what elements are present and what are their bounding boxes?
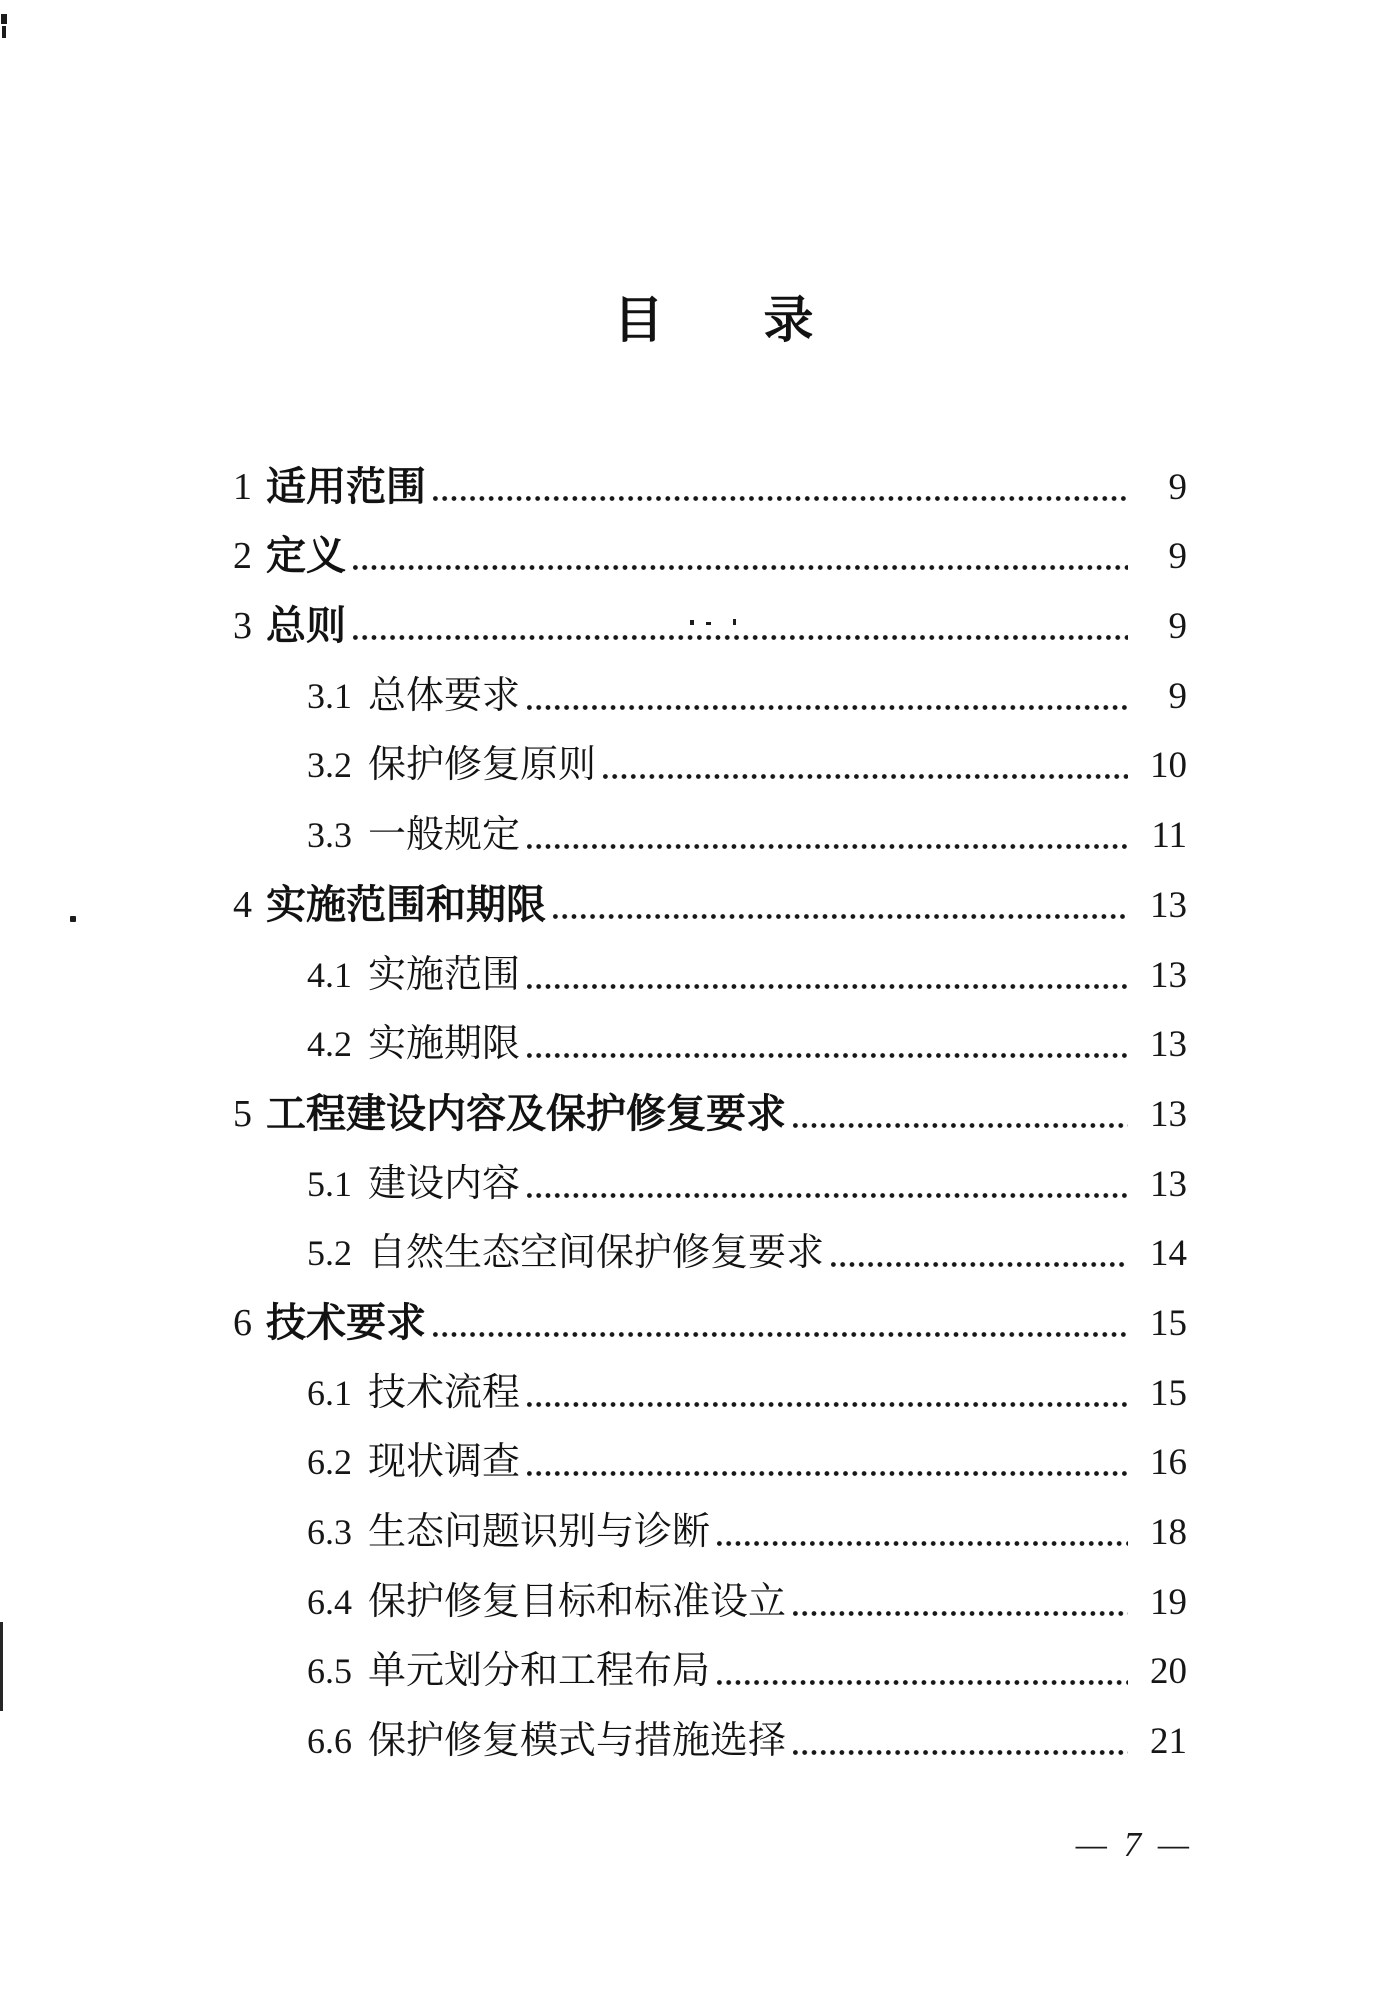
toc-entry-number: 2 [233,535,252,578]
toc-list [233,465,1187,1789]
toc-entry-page-number: 18 [1150,1512,1187,1553]
toc-entry-number: 6.3 [307,1512,352,1552]
scan-artifact-corner-mark [1,14,7,24]
toc-dot-leader [433,1330,1128,1339]
toc-dot-leader [433,494,1128,503]
toc-entry-page-number: 13 [1150,1024,1187,1066]
toc-entry-number: 3 [233,605,252,648]
toc-entry-label: 单元划分和工程布局 [368,1650,711,1693]
toc-entry [233,1371,1187,1441]
toc-entry-number: 6.2 [307,1442,352,1483]
scan-artifact-dot [70,916,76,922]
toc-entry [233,1092,1187,1162]
toc-entry-label: 技术流程 [368,1371,521,1414]
toc-entry-page-number: 20 [1150,1651,1187,1693]
toc-entry-page-number: 19 [1150,1581,1187,1623]
toc-entry [233,535,1187,605]
toc-entry-number: 6.4 [307,1581,352,1622]
toc-entry-label: 工程建设内容及保护修复要求 [266,1091,786,1136]
toc-entry-number: 5.2 [307,1233,352,1274]
toc-entry-label: 技术要求 [266,1300,426,1345]
toc-entry-page-number: 16 [1150,1442,1187,1484]
toc-dot-leader [831,1260,1128,1269]
toc-entry-page-number: 9 [1168,466,1187,508]
toc-dot-leader [527,703,1128,712]
toc-entry-number: 6 [233,1301,252,1344]
toc-dot-leader [793,1609,1128,1618]
toc-entry-label: 实施期限 [368,1023,521,1066]
toc-entry-label: 实施范围 [368,953,521,996]
toc-dot-leader [527,1191,1128,1200]
toc-entry-label: 自然生态空间保护修复要求 [368,1232,825,1275]
toc-entry [233,1510,1187,1580]
toc-entry-number: 5.1 [307,1163,352,1204]
toc-entry-page-number: 10 [1150,745,1187,787]
toc-dot-leader [717,1539,1128,1548]
toc-entry-number: 4.2 [307,1024,352,1065]
toc-dot-leader [527,1469,1128,1478]
toc-entry [233,1650,1187,1720]
toc-entry-label: 适用范围 [266,464,426,509]
toc-entry [233,1580,1187,1650]
toc-entry [233,883,1187,953]
toc-entry-number: 6.6 [307,1721,352,1762]
toc-entry-page-number: 13 [1150,1093,1187,1135]
scan-artifact-corner-mark [2,26,6,38]
toc-entry-label: 建设内容 [368,1162,521,1205]
toc-entry-number: 3.2 [307,745,352,786]
toc-dot-leader [353,633,1128,642]
scan-artifact-speck [733,619,736,625]
toc-entry-number: 3.1 [307,675,352,716]
scan-artifact-speck [706,622,711,625]
toc-entry-label: 实施范围和期限 [266,882,546,927]
toc-dot-leader [717,1678,1128,1687]
toc-dot-leader [553,912,1128,921]
page-title: 目 录 [613,292,814,348]
toc-entry-page-number: 15 [1150,1302,1187,1344]
toc-entry-label: 保护修复原则 [368,744,597,787]
scan-artifact-edge-line [0,1622,3,1711]
toc-entry [233,1162,1187,1232]
scan-artifact-speck [690,620,694,625]
toc-entry [233,1719,1187,1789]
toc-entry-number: 6.1 [307,1372,352,1413]
toc-entry-number: 6.5 [307,1651,352,1692]
toc-entry-number: 4.1 [307,954,352,995]
toc-dot-leader [793,1748,1128,1757]
toc-entry-number: 5 [233,1092,252,1135]
toc-dot-leader [603,772,1128,781]
toc-entry-label: 生态问题识别与诊断 [368,1511,711,1553]
toc-entry-label: 定义 [266,534,346,579]
toc-entry-page-number: 9 [1168,675,1187,717]
toc-entry [233,744,1187,814]
toc-dot-leader [527,842,1128,851]
toc-entry [233,604,1187,674]
toc-entry-number: 3.3 [307,815,352,856]
toc-entry-page-number: 9 [1168,606,1187,648]
toc-entry [233,1301,1187,1371]
toc-entry-page-number: 9 [1168,536,1187,578]
toc-entry-page-number: 13 [1150,954,1187,996]
toc-dot-leader [527,1051,1128,1060]
toc-dot-leader [793,1121,1128,1130]
footer-page-number: — 7 — [1075,1825,1193,1864]
toc-entry [233,465,1187,535]
toc-entry-number: 4 [233,883,252,926]
toc-entry-label: 总则 [266,604,346,649]
toc-dot-leader [527,1400,1128,1409]
toc-entry [233,1023,1187,1093]
toc-entry [233,1441,1187,1511]
toc-entry-label: 保护修复目标和标准设立 [368,1580,787,1623]
toc-entry-label: 总体要求 [368,674,521,717]
toc-entry-page-number: 13 [1150,884,1187,926]
toc-entry-label: 现状调查 [368,1441,521,1484]
toc-entry [233,1232,1187,1302]
toc-entry-page-number: 13 [1150,1163,1187,1205]
toc-entry-page-number: 14 [1150,1233,1187,1275]
toc-entry-label: 保护修复模式与措施选择 [368,1720,787,1763]
toc-entry [233,813,1187,883]
toc-entry-page-number: 15 [1150,1372,1187,1414]
toc-entry [233,953,1187,1023]
toc-dot-leader [353,563,1128,572]
toc-dot-leader [527,982,1128,991]
toc-entry-number: 1 [233,465,252,508]
toc-entry [233,674,1187,744]
toc-entry-page-number: 11 [1151,815,1187,857]
toc-entry-label: 一般规定 [368,814,521,857]
toc-entry-page-number: 21 [1150,1721,1187,1763]
